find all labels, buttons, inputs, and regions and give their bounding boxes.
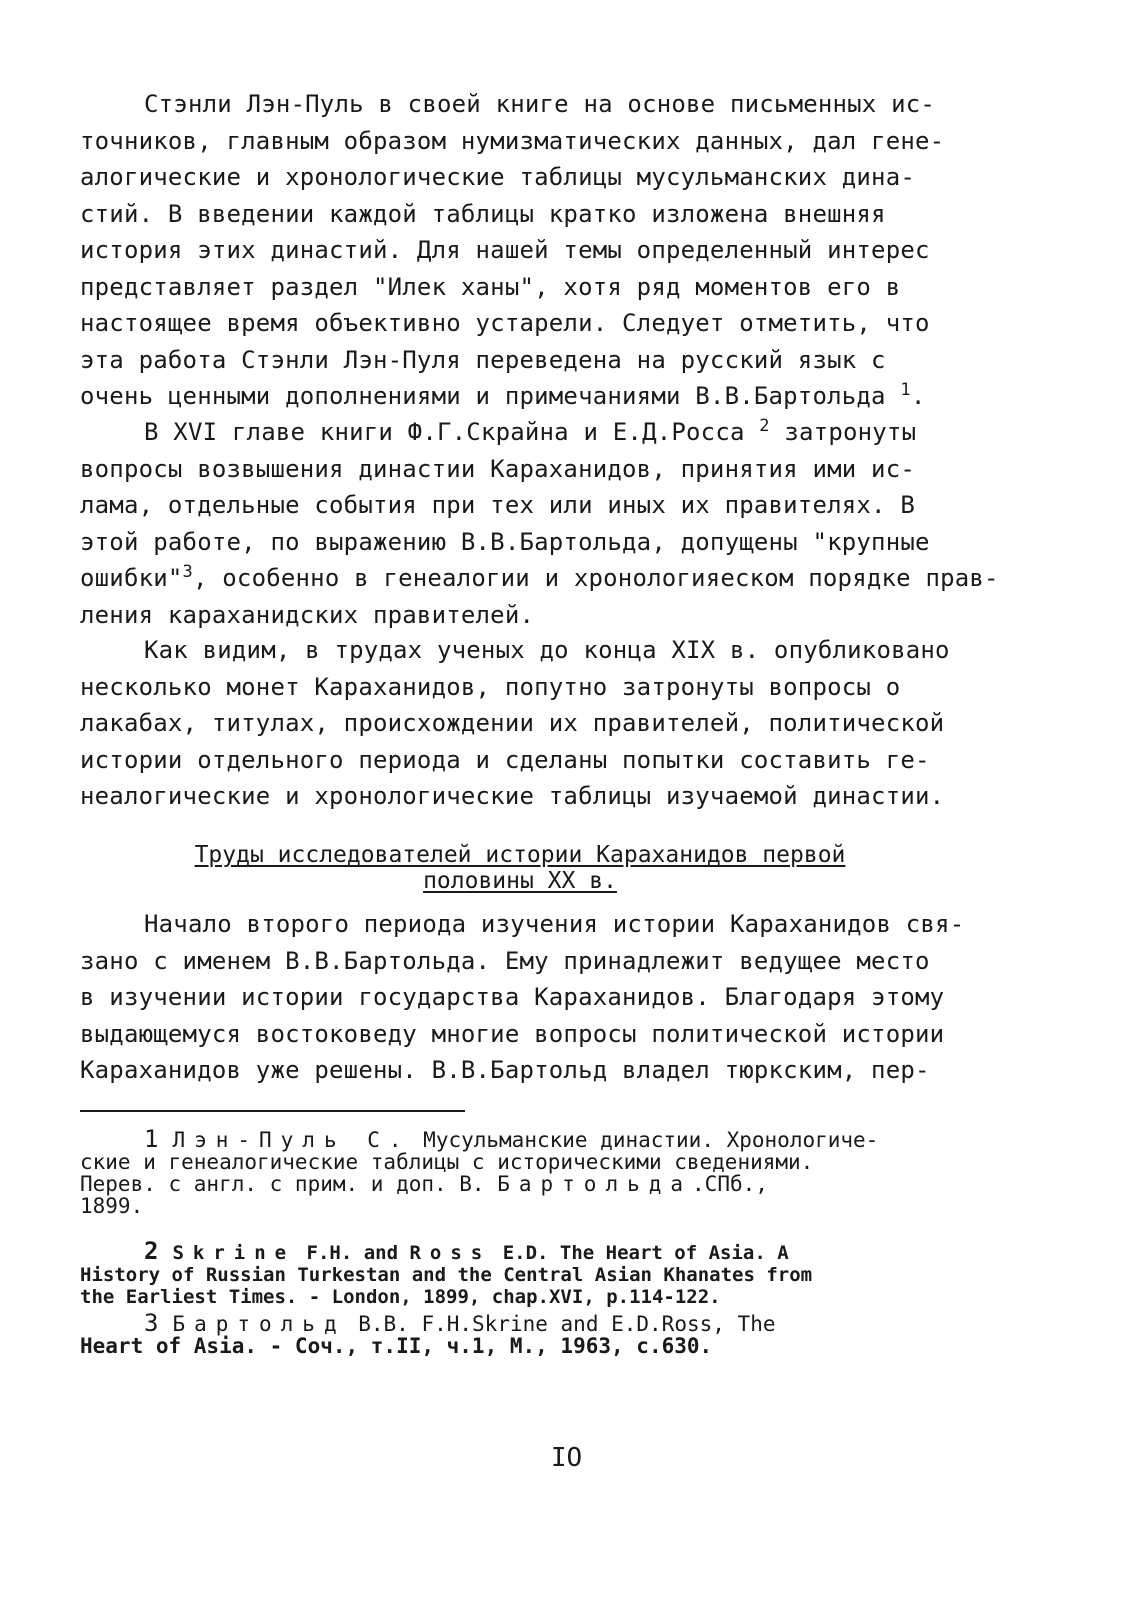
footnote-line xyxy=(80,1237,1040,1265)
text-segment: очень ценными дополнениями и примечаниями В.В.Бартольда xyxy=(80,382,886,410)
text-segment: .СПб., xyxy=(692,1172,768,1196)
footnote-line xyxy=(80,1125,1040,1153)
text-line: выдающемуся востоковеду многие вопросы политической истории xyxy=(80,1019,945,1048)
footnote-author: Бартольда xyxy=(497,1172,693,1196)
footnote-line xyxy=(80,1173,1040,1195)
footnote-separator xyxy=(80,1110,465,1112)
footnote-number: 1 xyxy=(144,1125,159,1153)
text-line: в изучении истории государства Караханидов. Благодаря этому xyxy=(80,983,945,1011)
text-line: зано с именем В.В.Бартольда. Ему принадлежит ведущее место xyxy=(80,946,930,975)
text-line: эта работа Стэнли Лэн-Пуля переведена на русский язык с xyxy=(80,345,886,374)
text-line: лакабах, титулах, происхождении их правителей, политической xyxy=(80,709,945,737)
text-segment: В XVI главе книги Ф.Г.Скрайна и Е.Д.Росса xyxy=(144,418,745,446)
paragraph-4 xyxy=(80,906,1040,1089)
text-segment: Мусульманские династии. Хронологиче- xyxy=(410,1128,879,1152)
footnote-2 xyxy=(80,1237,1040,1308)
footnote-line: History of Russian Turkestan and the Central Asian Khanates from xyxy=(80,1264,813,1286)
text-line: представляет раздел "Илек ханы", хотя ряд моментов его в xyxy=(80,272,901,301)
text-line: очень ценными дополнениями и примечаниями В.В.Бартольда $^1$. xyxy=(80,380,926,410)
footnote-ref-3: 3 xyxy=(182,562,193,582)
text-line: Начало второго периода изучения истории Караханидов свя- xyxy=(144,910,965,938)
text-line: Стэнли Лэн-Пуль в своей книге на основе письменных ис- xyxy=(144,90,936,118)
section-heading xyxy=(140,842,900,894)
footnote-line: the Earliest Times. - London, 1899, chap.XVI, p.114-122. xyxy=(80,1286,721,1308)
text-line: алогические и хронологические таблицы мусульманских дина- xyxy=(80,163,916,191)
footnote-line: 1899. xyxy=(80,1194,144,1218)
footnote-1 xyxy=(80,1125,1040,1218)
footnote-author: Ross xyxy=(409,1242,492,1264)
text-line: Караханидов уже решены. В.В.Бартольд владел тюркским, пер- xyxy=(80,1056,930,1084)
text-segment: F.H. and xyxy=(295,1242,410,1264)
text-line: Как видим, в трудах ученых до конца XIX в. опубликовано xyxy=(144,636,950,664)
text-line: вопросы возвышения династии Караханидов, принятия ими ис- xyxy=(80,454,916,483)
footnote-line: ские и генеалогические таблицы с историческими сведениями. xyxy=(80,1150,814,1174)
footnote-ref-2: 2 xyxy=(759,416,770,436)
text-segment: E.D. The Heart of Asia. A xyxy=(491,1242,789,1264)
text-line xyxy=(80,560,1040,597)
text-line: точников, главным образом нумизматических данных, дал гене- xyxy=(80,126,945,155)
text-segment: ошибки" xyxy=(80,564,183,592)
footnote-author: Бартольд xyxy=(172,1312,346,1336)
footnote-3 xyxy=(80,1309,1040,1358)
footnote-line xyxy=(80,1309,1040,1337)
page-number: IO xyxy=(550,1443,583,1473)
footnote-number: 2 xyxy=(144,1237,159,1265)
text-segment: , особенно в генеалогии и хронологияеском порядке прав- xyxy=(192,564,999,592)
heading-line: половины XX в. xyxy=(423,868,617,894)
text-line: неалогические и хронологические таблицы изучаемой династии. xyxy=(80,782,945,810)
text-line: истории отдельного периода и сделаны попытки составить ге- xyxy=(80,745,930,774)
text-segment: затронуты xyxy=(784,418,917,446)
text-line xyxy=(80,414,1040,451)
text-segment: В.В. F.H.Skrine and E.D.Ross, The xyxy=(345,1312,776,1336)
paragraph-1 xyxy=(80,86,1040,415)
text-line: ления караханидских правителей. xyxy=(80,600,535,629)
text-line: история этих династий. Для нашей темы определенный интерес xyxy=(80,236,930,264)
text-line: этой работе, по выражению В.В.Бартольда, допущены "крупные xyxy=(80,527,930,556)
text-segment: Перев. с англ. с прим. и доп. В. xyxy=(80,1172,498,1196)
text-line: стий. В введении каждой таблицы кратко изложена внешняя xyxy=(80,199,886,228)
footnote-number: 3 xyxy=(144,1309,159,1337)
text-line: несколько монет Караханидов, попутно затронуты вопросы о xyxy=(80,672,901,701)
footnote-author: Лэн-Пуль С. xyxy=(172,1128,411,1152)
footnote-ref-1: 1 xyxy=(900,380,911,400)
text-line: настоящее время объективно устарели. Следует отметить, что xyxy=(80,309,930,337)
text-line: лама, отдельные события при тех или иных их правителях. В xyxy=(80,491,916,519)
paragraph-3 xyxy=(80,632,1040,815)
footnote-line: Heart of Asia. - Соч., т.II, ч.1, М., 1963, с.630. xyxy=(80,1334,713,1358)
footnote-author: Skrine xyxy=(172,1242,296,1264)
heading-line: Труды исследователей истории Караханидов первой xyxy=(194,842,846,868)
paragraph-2 xyxy=(80,414,1040,633)
